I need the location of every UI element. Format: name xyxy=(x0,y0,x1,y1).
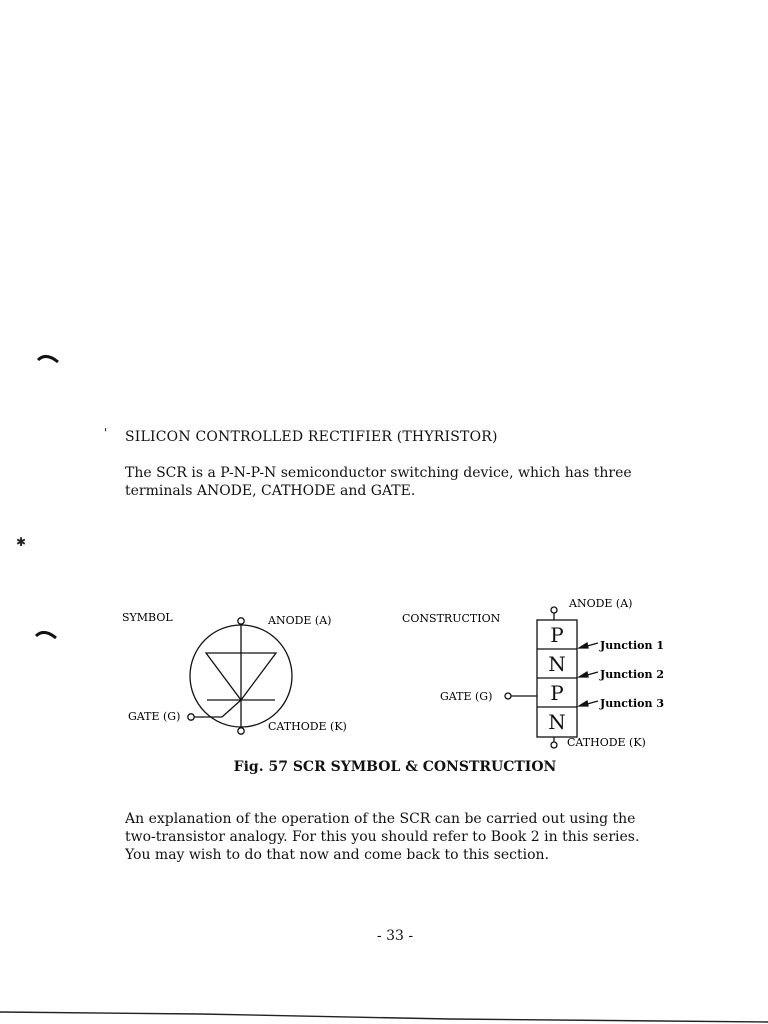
symbol-cathode-label: CATHODE (K) xyxy=(268,720,347,733)
margin-mark-3: ✱ xyxy=(16,535,27,549)
figure-caption: Fig. 57 SCR SYMBOL & CONSTRUCTION xyxy=(233,759,557,775)
layer-p1: P xyxy=(550,623,564,647)
explanation-line-1: An explanation of the operation of the SCR can be carried out using the xyxy=(125,811,636,827)
page-number: - 33 - xyxy=(376,928,414,944)
explanation-line-3: You may wish to do that now and come back to this section. xyxy=(125,847,550,863)
junction-label-2: Junction 2 xyxy=(600,668,664,681)
gate-terminal xyxy=(188,714,194,720)
junction-label-3: Junction 3 xyxy=(600,697,664,710)
construction-cathode-label: CATHODE (K) xyxy=(567,736,646,749)
symbol-title: SYMBOL xyxy=(122,611,173,624)
construction-gate-label: GATE (G) xyxy=(440,690,493,703)
explanation-line-2: two-transistor analogy. For this you should refer to Book 2 in this series. xyxy=(125,829,640,845)
margin-mark-2 xyxy=(36,632,56,638)
construction-anode-terminal xyxy=(551,607,557,613)
anode-terminal xyxy=(238,618,244,624)
construction-gate-terminal xyxy=(505,693,511,699)
section-heading: SILICON CONTROLLED RECTIFIER (THYRISTOR) xyxy=(125,429,498,445)
junction-label-1: Junction 1 xyxy=(600,639,664,652)
explanation-paragraph xyxy=(125,810,685,864)
arrow-head-1 xyxy=(579,643,588,648)
symbol-gate-label: GATE (G) xyxy=(128,710,181,723)
construction-anode-label: ANODE (A) xyxy=(569,597,633,610)
symbol-anode-label: ANODE (A) xyxy=(268,614,332,627)
gate-lead-diagonal xyxy=(222,700,241,717)
intro-line-2: terminals ANODE, CATHODE and GATE. xyxy=(125,483,416,499)
bullet-mark: ' xyxy=(104,426,108,440)
construction-title: CONSTRUCTION xyxy=(402,612,501,625)
arrow-head-3 xyxy=(579,701,588,706)
layer-p2: P xyxy=(550,681,564,705)
scr-symbol xyxy=(188,618,292,734)
arrow-head-2 xyxy=(579,672,588,677)
scan-edge-line xyxy=(0,1012,768,1022)
intro-line-1: The SCR is a P-N-P-N semiconductor switching device, which has three xyxy=(125,465,632,481)
cathode-terminal xyxy=(238,728,244,734)
layer-n2: N xyxy=(548,710,566,734)
margin-mark-1 xyxy=(38,356,58,362)
layer-n1: N xyxy=(548,652,566,676)
construction-cathode-terminal xyxy=(551,742,557,748)
